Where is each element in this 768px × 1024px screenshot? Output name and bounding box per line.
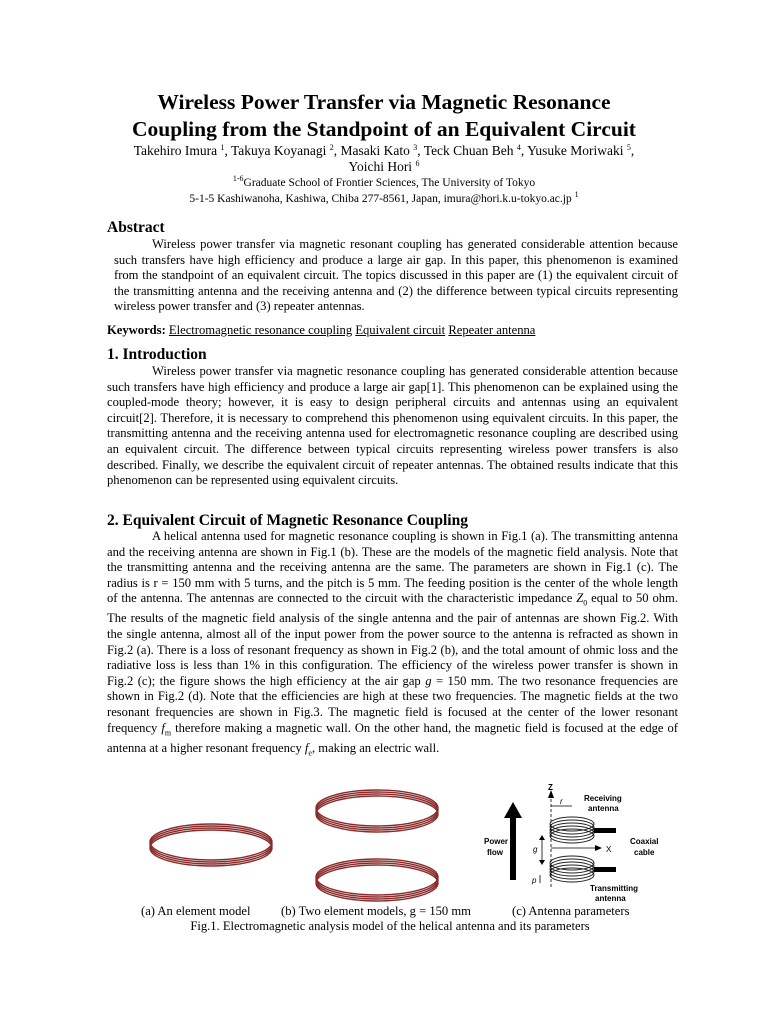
section-2-body: A helical antenna used for magnetic resonance coupling is shown in Fig.1 (a). The transmitting antenna and the receiving antenna are shown in Fig.1 (b). These are the models of the magnetic field analysis. Note that the transmitting antenna and the receiving antenna are the same. The parameters are shown in Fig.1 (c). The radius is r = 150 mm with 5 turns, and the pitch is 5 mm. The feeding position is the center of the whole length of the antenna. The antennas are connected to the circuit with the characteristic impedance $Z_0$ equal to 50 ohm. The results of the magnetic field analysis of the single antenna and the pair of antennas are shown Fig.2. With the single antenna, almost all of the input power from the power source to the antenna is refracted as shown in Fig.2 (a). There is a loss of resonant frequency as shown in Fig.2 (b), and the total amount of ohmic loss and the radiative loss is less than 1% in this configuration. The efficiency of the wireless power transfer is shown in Fig.2 (c); the figure shows the high efficiency at the air gap g = 150 mm. The two resonance frequencies are shown in Fig.2 (d). Note that the efficiencies are high at these two frequencies. The magnetic fields at the two resonant frequencies are shown in Fig.3. The magnetic field is focused at the center of the lower resonant frequency $f_m$ therefore making a magnetic wall. On the other hand, the magnetic field is focused at the edge of antenna at a higher resonant frequency $f_e$, making an electric wall.	[107, 529, 679, 758]
label-x: X	[606, 845, 612, 854]
author-1: Takehiro Imura $^1$,	[133, 143, 231, 158]
antenna-parameters-diagram	[484, 783, 658, 903]
label-receiving-2: antenna	[588, 804, 619, 813]
keyword-2: Equivalent circuit	[355, 323, 446, 337]
label-transmitting: Transmitting	[590, 884, 639, 893]
author-3: Masaki Kato $^3$,	[340, 143, 424, 158]
paper-title-line-1: Wireless Power Transfer via Magnetic Resonance	[157, 90, 611, 114]
label-transmitting-2: antenna	[595, 894, 626, 903]
author-list	[60, 143, 708, 159]
label-cable: cable	[634, 848, 655, 857]
author-4: Teck Chuan Beh $^4$,	[423, 143, 528, 158]
subcaption-a: (a) An element model	[141, 904, 251, 918]
author-2: Takuya Koyanagi $^2$,	[230, 143, 341, 158]
two-element-model-top-helix	[316, 790, 438, 832]
author-6: Yoichi Hori $^6$	[348, 159, 420, 174]
section-1-heading: 1. Introduction	[107, 346, 207, 363]
two-element-model-bottom-helix	[316, 859, 438, 901]
keywords	[107, 322, 535, 338]
keyword-1: Electromagnetic resonance coupling	[168, 323, 353, 337]
address: 5-1-5 Kashiwanoha, Kashiwa, Chiba 277-8561, Japan, imura@hori.k.u-tokyo.ac.jp $^1$	[189, 190, 579, 205]
keyword-3: Repeater antenna	[448, 323, 536, 337]
keywords-label: Keywords:	[107, 323, 166, 337]
section-1-body	[107, 364, 678, 489]
subcaption-c: (c) Antenna parameters	[512, 904, 630, 918]
figure-1-graphics	[100, 780, 680, 910]
affiliation: $^{1-6}$Graduate School of Frontier Sciences, The University of Tokyo	[232, 174, 536, 189]
abstract-text: Wireless power transfer via magnetic resonant coupling has generated considerable attention because such transfers have high efficiency and produce a large air gap. In this paper, this phenomenon is examined from the standpoint of an equivalent circuit. The topics discussed in this paper are (1) the equivalent circuit of the transmitting antenna and the receiving antenna and (2) the difference between typical circuits representing wireless power transfer and (3) repeater antennas.	[114, 237, 678, 314]
label-z: Z	[548, 783, 553, 792]
section-1-text: Wireless power transfer via magnetic resonance coupling has generated considerable attention because such transfers have high efficiency and produce a large air gap[1]. This phenomenon can be explained using the coupled-mode theory; however, it is easy to design peripheral circuits and antennas using an equivalent circuit[2]. Therefore, it is necessary to comprehend this phenomenon using equivalent circuits. In this paper, the transmitting antenna and the receiving antenna used for electromagnetic resonance coupling are described using an equivalent circuit. The difference between typical circuits representing wireless power transfers is also described. Finally, we describe the equivalent circuit of repeater antennas. The obtained results indicate that this phenomenon can be represented using equivalent circuits.	[107, 364, 678, 488]
subcaption-b: (b) Two element models, g = 150 mm	[281, 904, 471, 918]
paper-title-line-2: Coupling from the Standpoint of an Equivalent Circuit	[132, 117, 636, 141]
element-model-helix	[150, 824, 272, 866]
label-r: r	[560, 797, 563, 806]
label-p: p	[532, 876, 537, 885]
figure-1-caption: Fig.1. Electromagnetic analysis model of the helical antenna and its parameters	[190, 919, 590, 933]
section-2-heading: 2. Equivalent Circuit of Magnetic Resonance Coupling	[107, 512, 468, 529]
label-flow: flow	[487, 848, 503, 857]
label-power: Power	[484, 837, 509, 846]
abstract-body	[114, 237, 678, 315]
label-receiving: Receiving	[584, 794, 622, 803]
label-coaxial: Coaxial	[630, 837, 659, 846]
label-g: g	[533, 845, 538, 854]
abstract-heading: Abstract	[107, 219, 165, 236]
author-5: Yusuke Moriwaki $^5$,	[527, 143, 635, 158]
figure-1	[100, 780, 680, 910]
